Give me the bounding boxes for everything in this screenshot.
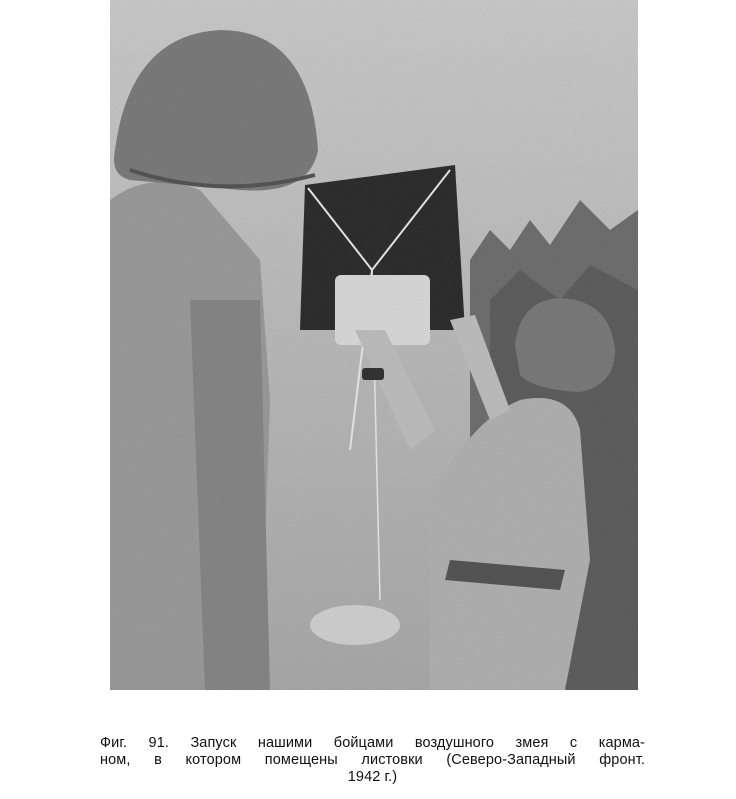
left-soldier-hand — [310, 605, 400, 645]
caption-line-3: 1942 г.) — [347, 769, 398, 785]
historical-photo — [110, 0, 638, 690]
caption-line-1: Фиг. 91. Запуск нашими бойцами воздушного змея с карма- — [100, 735, 645, 751]
wristwatch — [362, 368, 384, 380]
caption-line-2: ном, в котором помещены листовки (Северо-Западный фронт. — [100, 752, 645, 768]
figure-caption — [100, 735, 645, 786]
photo-illustration — [110, 0, 638, 690]
